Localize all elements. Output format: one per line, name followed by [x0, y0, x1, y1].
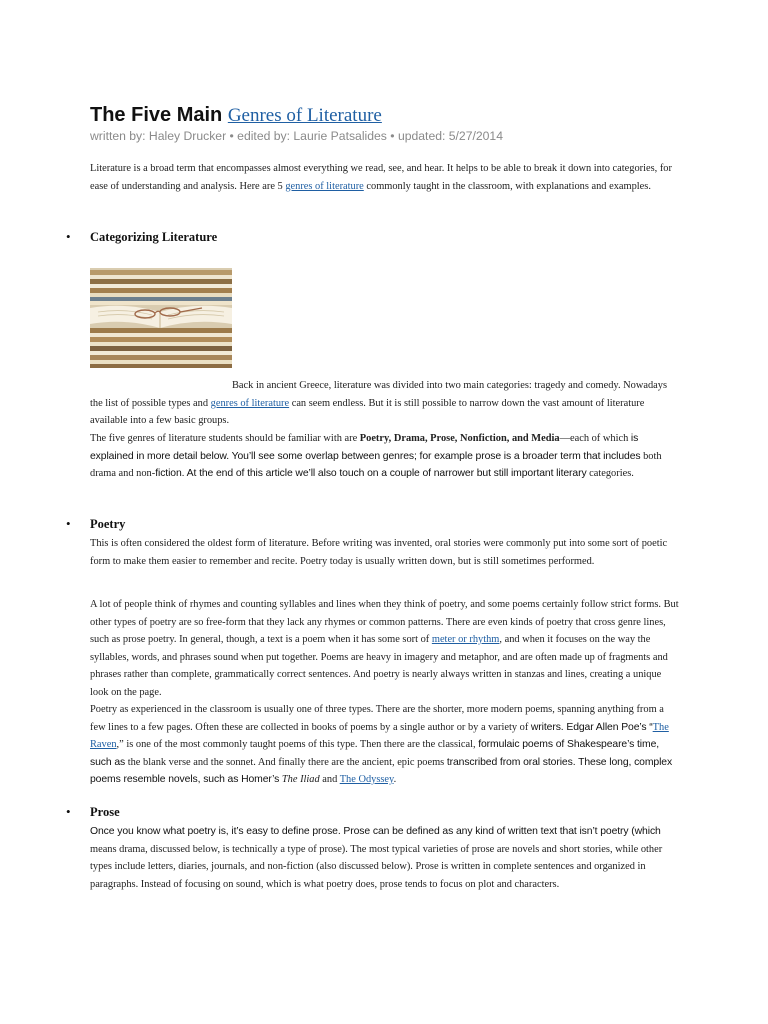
five-genres-intro: The five genres of literature students should be familiar with are [90, 433, 360, 444]
title-lead: The Five Main [90, 104, 223, 126]
categorizing-paragraph-1 [90, 377, 680, 430]
categories-end: categories. [586, 468, 634, 479]
heading-categorizing: Categorizing Literature [90, 230, 218, 244]
meter-rhythm-link[interactable]: meter or rhythm [431, 634, 500, 645]
poe-text: writers. Edgar Allen Poe’s “ [530, 721, 653, 733]
poetry-paragraph-1: This is often considered the oldest form of literature. Before writing was invented, oral stories were commonly put into some sort of poetic form to make them easier to remember and recite. Poetry today is usually written down, but is still sometimes performed. [90, 538, 668, 567]
narrower-categories-text: fiction. At the end of this article we’ll also touch on a couple of narrower but still important literary [155, 468, 587, 479]
the-odyssey-link[interactable]: The Odyssey [339, 774, 394, 785]
intro-genres-link[interactable]: genres of literature [285, 180, 364, 192]
poetry-p3-text-1: Poetry as experienced in the classroom is usually one of three types. There are the shorter, more modern poems, spanning anything from a few lines to a few pages. Often these are collected in books of poems by a single author or by a variety of [90, 704, 664, 733]
categorizing-genres-link[interactable]: genres of literature [210, 397, 290, 409]
byline: written by: Haley Drucker • edited by: Laurie Patsalides • updated: 5/27/2014 [90, 129, 503, 143]
prose-paragraph [90, 823, 680, 893]
the-iliad-title: The Iliad [279, 774, 320, 785]
bullet-prose: • [66, 804, 71, 819]
prose-definition-text: Once you know what poetry is, it’s easy to define prose. Prose can be defined as any kind of written text that isn’t poetry (which [90, 826, 661, 837]
categorizing-text-2: can seem endless. But it is still possible to narrow down the vast amount of literature available into a few basic groups. [90, 397, 645, 426]
intro-text-2: commonly taught in the classroom, with explanations and examples. [363, 180, 651, 192]
poetry-p2-text-1: A lot of people think of rhymes and counting syllables and lines when they think of poetry, and some poems certainly follow strict forms. But other types of poetry are so free-form that they lack any rhymes or common patterns. There are even kinds of poetry that cross genre lines, such as prose poetry. In general, though, a text is a poem when it has some sort of [90, 599, 679, 645]
poetry-p3-and: and [319, 774, 340, 785]
poetry-paragraph-3 [90, 701, 680, 789]
books-image [90, 268, 232, 368]
intro-text-1: Literature is a broad term that encompasses almost everything we read, see, and hear. It helps to be able to break it down into categories, for ease of understanding and analysis. Here are 5 [90, 163, 672, 192]
poetry-p3-text-3: the blank verse and the sonnet. And finally there are the ancient, epic poems [125, 756, 447, 768]
bullet-poetry: • [66, 516, 71, 531]
books-illustration [90, 268, 232, 368]
drama-nonfiction-text: both drama and non- [90, 450, 662, 479]
five-genres-list: Poetry, Drama, Prose, Nonfiction, and Media [359, 433, 560, 444]
title-genres-link[interactable]: Genres of Literature [227, 105, 382, 126]
categorizing-paragraph-2 [90, 430, 680, 483]
poetry-p3-text-2: ,” is one of the most commonly taught poems of this type. Then there are the classical, [116, 739, 479, 750]
overlap-text: is explained in more detail below. You’ll see some overlap between genres; for example prose is a broader term that includes [90, 433, 641, 462]
poetry-p3-end: . [393, 774, 397, 785]
heading-poetry: Poetry [90, 517, 126, 531]
front-book-stack [90, 328, 232, 368]
bullet-categorizing: • [66, 229, 71, 244]
shakespeare-text: formulaic poems of Shakespeare’s time, such as [90, 739, 660, 768]
intro-paragraph [90, 160, 680, 195]
poetry-p2-text-2: , and when it focuses on the way the syllables, words, and phrases sound when put together. Poems are heavy in imagery and metaphor, and are often made up of fragments and phrases rather than complete, grammatically correct sentences. And poetry is nearly always written in stanzas and lines, creating a unique look on the page. [90, 634, 668, 698]
page-title [90, 104, 382, 127]
five-genres-text: —each of which [559, 433, 631, 444]
heading-prose: Prose [90, 805, 120, 819]
back-book-stack [90, 270, 232, 305]
the-raven-link[interactable]: The Raven [90, 721, 669, 750]
poetry-paragraph-2 [90, 596, 680, 701]
homer-text: transcribed from oral stories. These long, complex poems resemble novels, such as Homer’s [90, 756, 673, 785]
categorizing-text-1: Back in ancient Greece, literature was divided into two main categories: tragedy and comedy. Nowadays the list of possible types and [90, 380, 667, 409]
prose-text: means drama, discussed below, is technically a type of prose). The most typical varieties of prose are novels and short stories, while other types include letters, diaries, journals, and non-fiction (also discussed below). Prose is written in complete sentences and organized in paragraphs. Instead of focusing on sound, which is what poetry does, prose tends to focus on plot and characters. [90, 843, 663, 890]
